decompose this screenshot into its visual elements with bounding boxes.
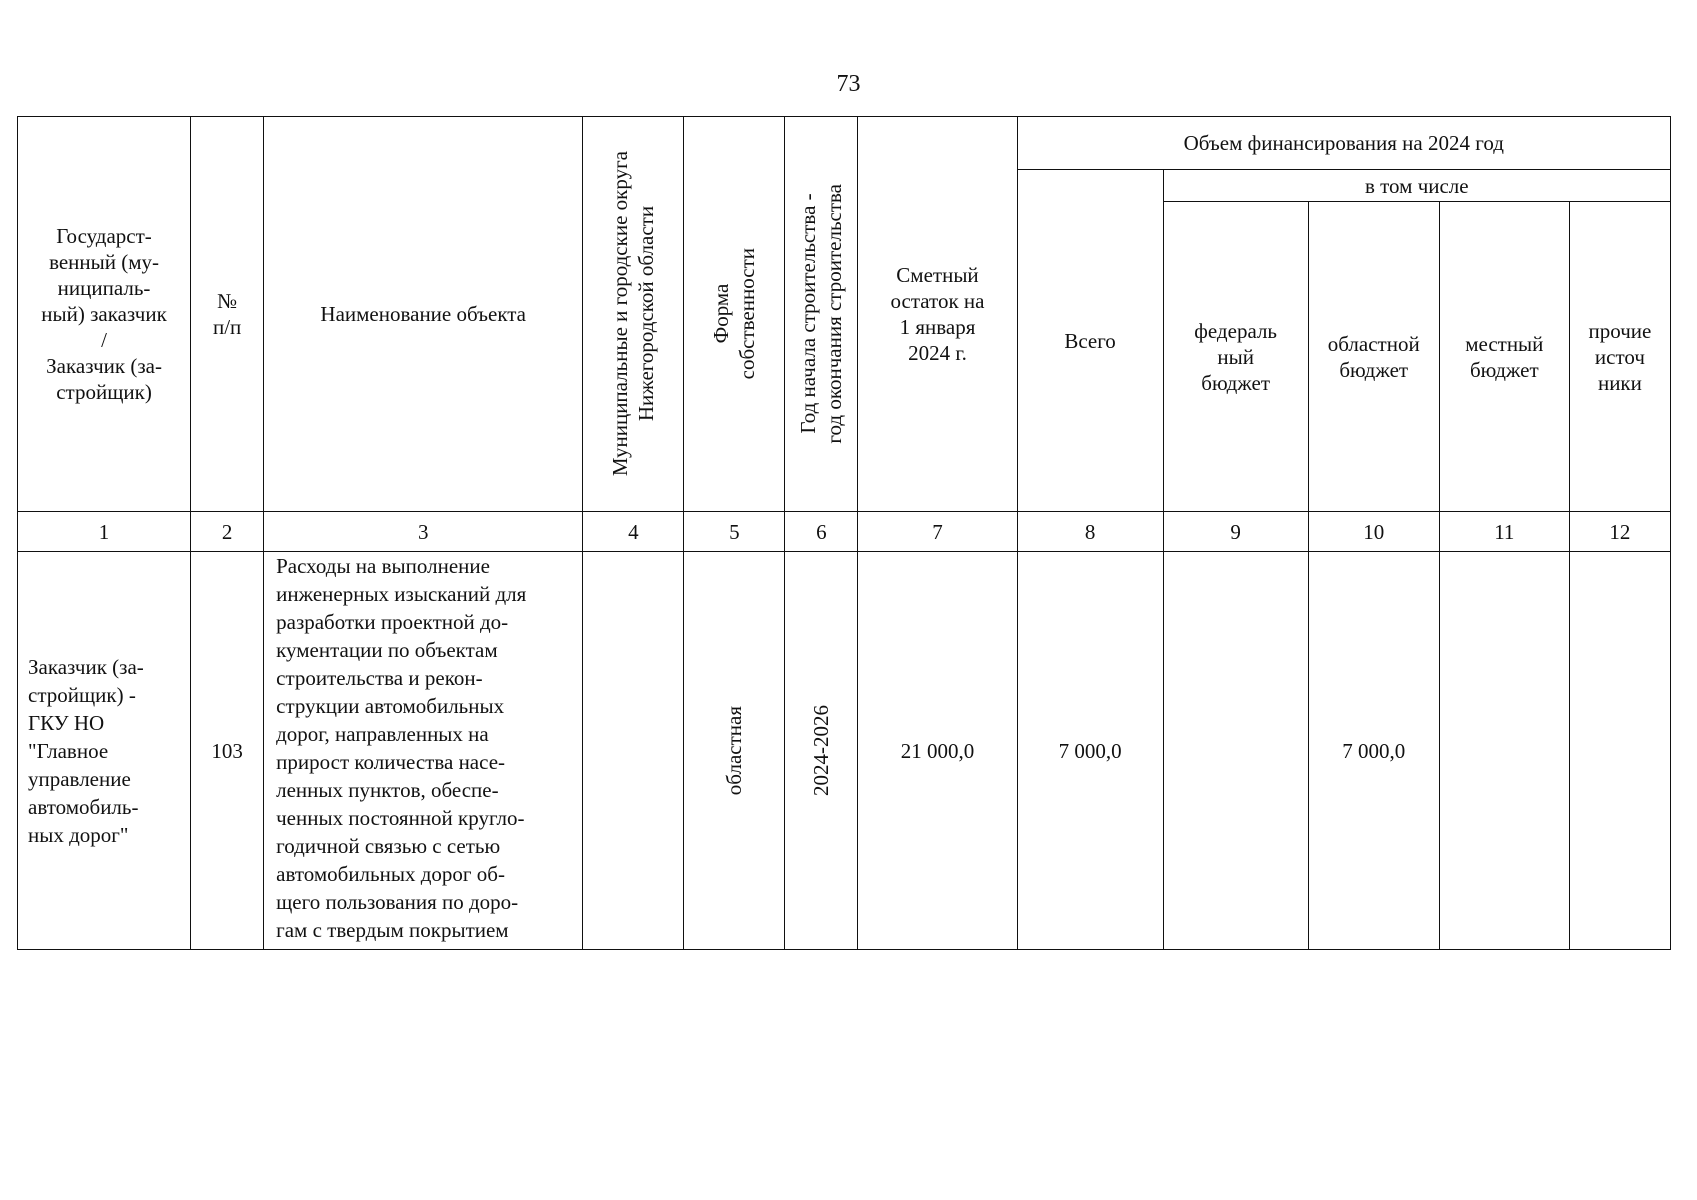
row-ownership-label: областная bbox=[722, 705, 747, 796]
header-local: местный бюджет bbox=[1439, 202, 1569, 512]
row-years-label: 2024-2026 bbox=[809, 705, 834, 796]
row-customer: Заказчик (за- стройщик) - ГКУ НО "Главное управление автомобиль- ных дорог" bbox=[18, 552, 191, 950]
column-number-5: 5 bbox=[684, 512, 785, 552]
header-regional: областной бюджет bbox=[1308, 202, 1439, 512]
column-number-10: 10 bbox=[1308, 512, 1439, 552]
row-years bbox=[785, 552, 858, 950]
column-number-4: 4 bbox=[583, 512, 684, 552]
column-number-1: 1 bbox=[18, 512, 191, 552]
header-object-name: Наименование объекта bbox=[264, 117, 583, 512]
header-ownership bbox=[684, 117, 785, 512]
column-number-11: 11 bbox=[1439, 512, 1569, 552]
column-number-3: 3 bbox=[264, 512, 583, 552]
column-number-9: 9 bbox=[1163, 512, 1308, 552]
header-estimate: Сметный остаток на 1 января 2024 г. bbox=[858, 117, 1017, 512]
row-district bbox=[583, 552, 684, 950]
header-years-label: Год начала строительства - год окончания строительства bbox=[796, 184, 847, 444]
page-number: 73 bbox=[836, 71, 861, 97]
header-years bbox=[785, 117, 858, 512]
row-number: 103 bbox=[191, 552, 264, 950]
header-ownership-label: Форма собственности bbox=[709, 248, 760, 380]
header-including: в том числе bbox=[1163, 170, 1670, 202]
row-ownership bbox=[684, 552, 785, 950]
row-estimate: 21 000,0 bbox=[858, 552, 1017, 950]
column-number-6: 6 bbox=[785, 512, 858, 552]
column-number-7: 7 bbox=[858, 512, 1017, 552]
header-other: прочие источ ники bbox=[1569, 202, 1670, 512]
column-number-2: 2 bbox=[191, 512, 264, 552]
table-row bbox=[18, 552, 1671, 950]
row-total: 7 000,0 bbox=[1017, 552, 1163, 950]
header-number: № п/п bbox=[191, 117, 264, 512]
header-total: Всего bbox=[1017, 170, 1163, 512]
header-districts-label: Муниципальные и городские округа Нижегородской области bbox=[608, 151, 659, 477]
row-regional: 7 000,0 bbox=[1308, 552, 1439, 950]
column-number-12: 12 bbox=[1569, 512, 1670, 552]
row-other bbox=[1569, 552, 1670, 950]
row-local bbox=[1439, 552, 1569, 950]
header-funding-title: Объем финансирования на 2024 год bbox=[1017, 117, 1670, 170]
row-federal bbox=[1163, 552, 1308, 950]
header-customer: Государст- венный (му- ниципаль- ный) заказчик / Заказчик (за- стройщик) bbox=[18, 117, 191, 512]
financing-table bbox=[17, 116, 1671, 950]
header-districts bbox=[583, 117, 684, 512]
row-object-name: Расходы на выполнение инженерных изысканий для разработки проектной до- кументации по объектам строительства и рекон- струкции автомобильных дорог, направленных на прирост количества насе- ленных пунктов, обеспе- ченных постоянной кругло- годичной связью с сетью автомобильных дорог об- щего пользования по доро- гам с твердым покрытием bbox=[264, 552, 583, 950]
header-federal: федераль ный бюджет bbox=[1163, 202, 1308, 512]
column-number-8: 8 bbox=[1017, 512, 1163, 552]
